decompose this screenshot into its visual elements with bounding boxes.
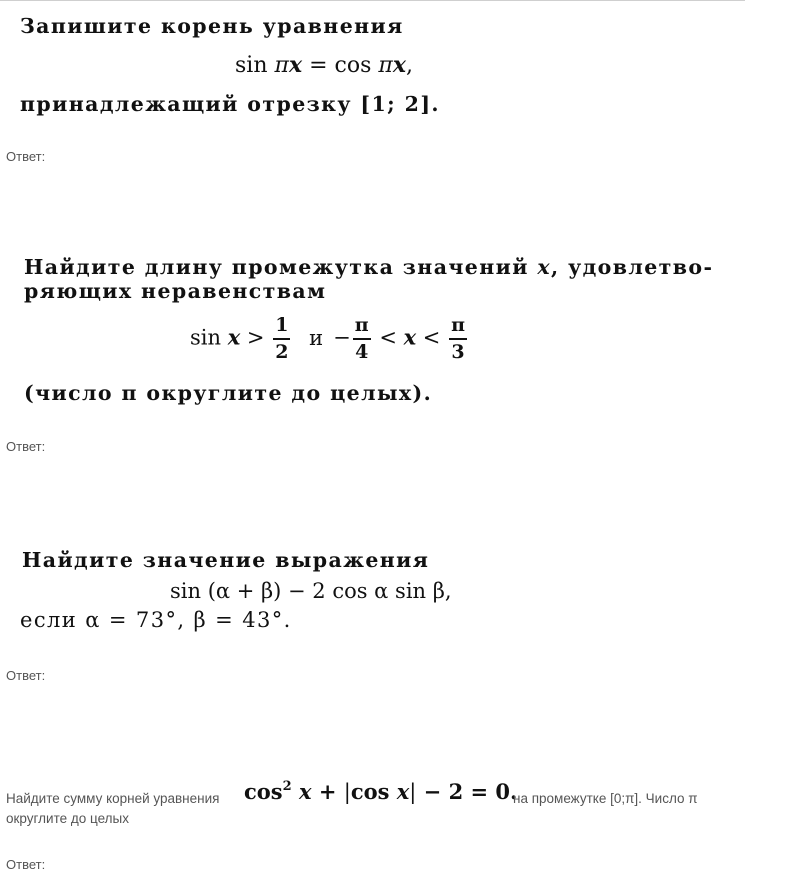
top-divider — [0, 0, 745, 1]
problem-2-gt: > — [240, 325, 272, 350]
problem-4-exponent: 2 — [282, 779, 292, 794]
fraction-numerator: π — [451, 314, 465, 336]
problem-2-lt-2: < — [416, 325, 448, 350]
problem-4-answer-label: Ответ: — [6, 857, 46, 872]
problem-2-text-line-2: ряющих неравенствам — [24, 279, 327, 303]
problem-1-text-line-2: принадлежащий отрезку [1; 2]. — [20, 92, 440, 116]
problem-2-x-2: x — [403, 324, 417, 350]
problem-1-answer-label: Ответ: — [6, 149, 46, 164]
problem-1-comma: , — [405, 53, 413, 78]
problem-1-x: x — [288, 52, 303, 78]
problem-4-plus: + — [311, 779, 344, 804]
problem-4-equation — [244, 779, 517, 804]
fraction-denominator: 4 — [353, 338, 371, 362]
problem-2-lt-1: < — [372, 325, 404, 350]
problem-2-fraction-pi-4 — [353, 316, 371, 362]
problem-2-sin: sin — [190, 325, 228, 350]
problem-2-text-line-1 — [24, 255, 713, 279]
problem-2-text-a: Найдите длину промежутка значений — [24, 255, 538, 279]
problem-2-text-b: , удовлетво- — [551, 255, 714, 279]
problem-3-expression: sin (α + β) − 2 cos α sin β, — [170, 579, 452, 603]
problem-4-note-prefix: Найдите сумму корней уравнения — [6, 791, 220, 806]
problem-4-rest: − 2 = 0. — [416, 779, 518, 804]
problem-2-minus: − — [333, 325, 351, 350]
problem-3-text-line-1: Найдите значение выражения — [22, 548, 430, 572]
problem-1-eq-cos: = cos — [302, 53, 379, 78]
problem-2-and: и — [309, 325, 324, 350]
problem-2-inequalities — [190, 316, 469, 362]
problem-1-pi: π — [274, 53, 289, 78]
fraction-numerator: 1 — [275, 314, 289, 336]
problem-3-answer-label: Ответ: — [6, 668, 46, 683]
problem-4-cos: cos — [244, 779, 283, 804]
problem-4-x-2: x — [396, 779, 410, 804]
problem-2-answer-label: Ответ: — [6, 439, 46, 454]
problem-2-x: x — [227, 324, 241, 350]
problem-2-fraction-1-2 — [273, 316, 290, 362]
problem-1-sin: sin — [235, 53, 268, 78]
problem-4-note-suffix: на промежутке [0;π]. Число π — [513, 791, 698, 806]
problem-4-abs-bar-right: | — [409, 780, 417, 804]
problem-2-text-line-3: (число π округлите до целых). — [24, 381, 433, 405]
problem-4-x: x — [298, 779, 312, 804]
problem-2-fraction-pi-3 — [449, 316, 467, 362]
problem-3-text-line-2: если α = 73°, β = 43°. — [20, 608, 292, 632]
problem-2-var-x: x — [537, 255, 551, 279]
problem-1-text-line-1: Запишите корень уравнения — [20, 14, 404, 38]
problem-4-note-line-2: округлите до целых — [6, 811, 129, 826]
problem-1-equation — [235, 52, 413, 78]
fraction-denominator: 3 — [449, 338, 467, 362]
problem-4-cos-2: cos — [350, 779, 397, 804]
problem-1-pi-2: π — [378, 53, 393, 78]
fraction-denominator: 2 — [273, 338, 290, 362]
problem-1-x-2: x — [392, 52, 406, 78]
problem-4-abs-bar-left: | — [343, 780, 351, 804]
fraction-numerator: π — [354, 314, 369, 336]
